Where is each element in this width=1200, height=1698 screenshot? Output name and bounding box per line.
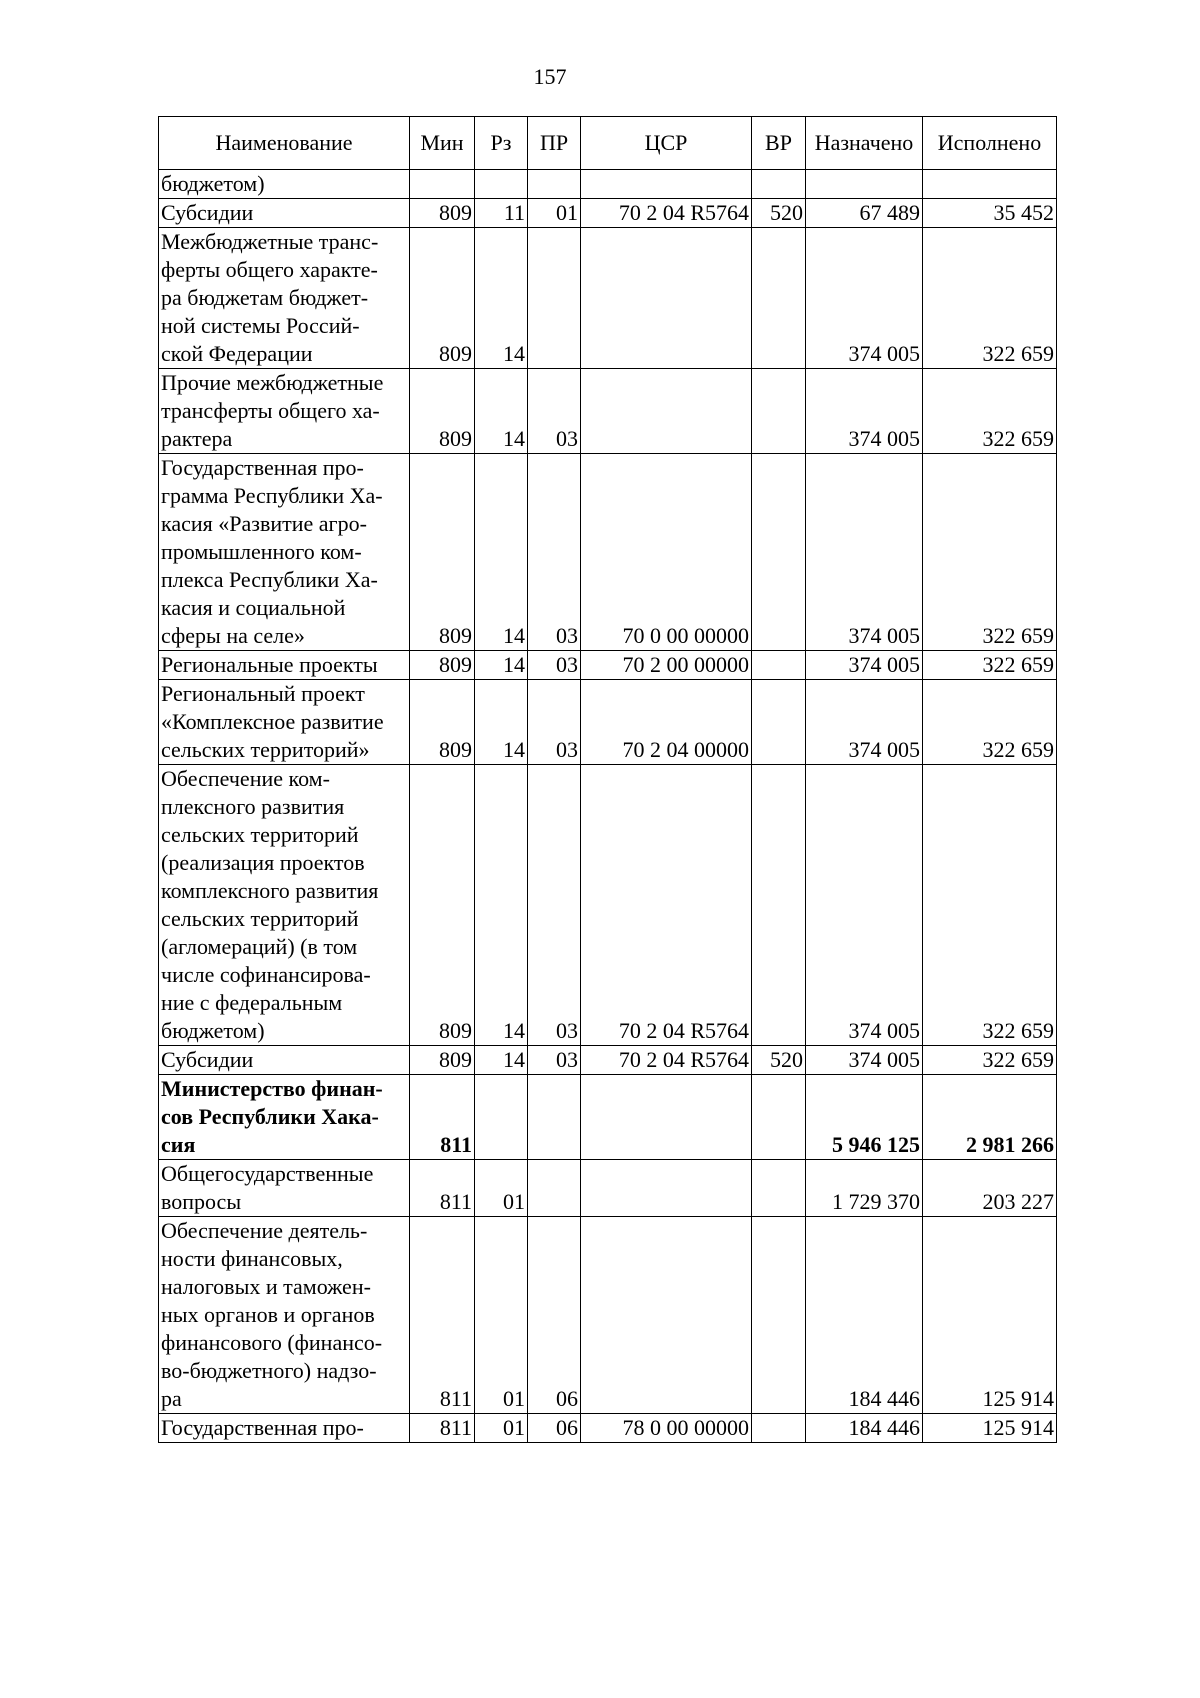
cell-name-line: сельских территорий	[161, 906, 359, 931]
cell-name-line: финансового (финансо-	[161, 1330, 383, 1355]
cell-rz: 14	[475, 651, 528, 680]
cell-name-line: сельских территорий	[161, 822, 359, 847]
cell-name-line: Обеспечение деятель-	[161, 1218, 368, 1243]
cell-min: 809	[410, 199, 475, 228]
cell-rz	[475, 170, 528, 199]
cell-name	[159, 228, 410, 369]
cell-csr: 78 0 00 00000	[581, 1414, 752, 1443]
cell-rz: 14	[475, 454, 528, 651]
cell-csr	[581, 228, 752, 369]
cell-vr	[752, 1217, 806, 1414]
cell-name-line: (реализация проектов	[161, 850, 365, 875]
cell-vr	[752, 369, 806, 454]
cell-executed: 322 659	[923, 454, 1057, 651]
cell-pr	[528, 1075, 581, 1160]
cell-name-line: вопросы	[161, 1189, 242, 1214]
table-row	[159, 1075, 1057, 1160]
cell-min: 809	[410, 651, 475, 680]
cell-rz: 01	[475, 1160, 528, 1217]
cell-name-line: Прочие межбюджетные	[161, 370, 384, 395]
cell-vr: 520	[752, 1046, 806, 1075]
cell-name-line: ных органов и органов	[161, 1302, 375, 1327]
table-row	[159, 199, 1057, 228]
cell-name	[159, 199, 410, 228]
cell-name	[159, 1217, 410, 1414]
cell-name-line: Государственная про-	[161, 1415, 364, 1440]
cell-executed: 125 914	[923, 1414, 1057, 1443]
cell-name	[159, 454, 410, 651]
cell-csr	[581, 369, 752, 454]
cell-pr: 06	[528, 1414, 581, 1443]
cell-name-line: Обеспечение ком-	[161, 766, 330, 791]
cell-name	[159, 765, 410, 1046]
cell-vr	[752, 228, 806, 369]
cell-min: 809	[410, 228, 475, 369]
cell-assigned: 1 729 370	[806, 1160, 923, 1217]
cell-csr: 70 0 00 00000	[581, 454, 752, 651]
cell-assigned: 5 946 125	[806, 1075, 923, 1160]
cell-vr	[752, 680, 806, 765]
cell-vr	[752, 170, 806, 199]
cell-name-line: ской Федерации	[161, 341, 313, 366]
cell-assigned: 374 005	[806, 228, 923, 369]
table-body	[159, 170, 1057, 1443]
cell-rz: 11	[475, 199, 528, 228]
cell-csr: 70 2 04 00000	[581, 680, 752, 765]
cell-pr: 03	[528, 454, 581, 651]
page-number: 157	[533, 64, 567, 89]
cell-min: 811	[410, 1160, 475, 1217]
cell-name	[159, 170, 410, 199]
cell-executed: 322 659	[923, 1046, 1057, 1075]
cell-rz: 14	[475, 369, 528, 454]
cell-pr: 03	[528, 1046, 581, 1075]
cell-csr: 70 2 04 R5764	[581, 765, 752, 1046]
cell-min: 811	[410, 1217, 475, 1414]
table-row	[159, 228, 1057, 369]
cell-name-line: бюджетом)	[161, 1018, 265, 1043]
header-name: Наименование	[159, 117, 410, 170]
cell-pr: 03	[528, 651, 581, 680]
cell-vr	[752, 1075, 806, 1160]
table-row	[159, 369, 1057, 454]
cell-name-line: сов Республики Хака-	[161, 1104, 379, 1129]
cell-vr	[752, 765, 806, 1046]
header-rz: Рз	[475, 117, 528, 170]
cell-name	[159, 369, 410, 454]
cell-assigned	[806, 170, 923, 199]
cell-rz: 01	[475, 1414, 528, 1443]
cell-assigned: 374 005	[806, 369, 923, 454]
cell-assigned: 374 005	[806, 1046, 923, 1075]
cell-executed: 322 659	[923, 228, 1057, 369]
cell-min: 809	[410, 680, 475, 765]
cell-csr	[581, 1160, 752, 1217]
cell-assigned: 374 005	[806, 454, 923, 651]
cell-name-line: «Комплексное развитие	[161, 709, 384, 734]
header-assigned: Назначено	[806, 117, 923, 170]
cell-executed: 2 981 266	[923, 1075, 1057, 1160]
cell-name-line: касия «Развитие агро-	[161, 511, 367, 536]
cell-name	[159, 1414, 410, 1443]
cell-pr	[528, 228, 581, 369]
cell-vr	[752, 651, 806, 680]
cell-name-line: Государственная про-	[161, 455, 364, 480]
header-csr: ЦСР	[581, 117, 752, 170]
cell-csr	[581, 1075, 752, 1160]
cell-name	[159, 1046, 410, 1075]
cell-name	[159, 680, 410, 765]
cell-name	[159, 1075, 410, 1160]
cell-executed: 322 659	[923, 765, 1057, 1046]
cell-name-line: Региональный проект	[161, 681, 365, 706]
cell-name-line: (агломераций) (в том	[161, 934, 358, 959]
table-row	[159, 1414, 1057, 1443]
cell-rz: 01	[475, 1217, 528, 1414]
header-min: Мин	[410, 117, 475, 170]
cell-name-line: сия	[161, 1132, 196, 1157]
header-executed: Исполнено	[923, 117, 1057, 170]
cell-name-line: ной системы Россий-	[161, 313, 360, 338]
cell-pr	[528, 1160, 581, 1217]
table-row	[159, 1160, 1057, 1217]
cell-assigned: 374 005	[806, 651, 923, 680]
cell-name-line: ра	[161, 1386, 182, 1411]
table-row	[159, 765, 1057, 1046]
cell-name-line: Министерство финан-	[161, 1076, 383, 1101]
cell-executed: 322 659	[923, 680, 1057, 765]
cell-assigned: 374 005	[806, 765, 923, 1046]
cell-assigned: 374 005	[806, 680, 923, 765]
table-row	[159, 1046, 1057, 1075]
cell-name-line: касия и социальной	[161, 595, 346, 620]
cell-executed	[923, 170, 1057, 199]
cell-name-line: ности финансовых,	[161, 1246, 343, 1271]
cell-name-line: сферы на селе»	[161, 623, 305, 648]
cell-csr: 70 2 04 R5764	[581, 1046, 752, 1075]
cell-name-line: ра бюджетам бюджет-	[161, 285, 369, 310]
header-vr: ВР	[752, 117, 806, 170]
cell-executed: 125 914	[923, 1217, 1057, 1414]
cell-pr: 03	[528, 680, 581, 765]
cell-name-line: Субсидии	[161, 200, 254, 225]
cell-pr: 01	[528, 199, 581, 228]
cell-name-line: Общегосударственные	[161, 1161, 374, 1186]
cell-name-line: налоговых и таможен-	[161, 1274, 371, 1299]
cell-executed: 322 659	[923, 369, 1057, 454]
cell-vr: 520	[752, 199, 806, 228]
cell-name-line: ние с федеральным	[161, 990, 343, 1015]
cell-min: 811	[410, 1414, 475, 1443]
cell-assigned: 67 489	[806, 199, 923, 228]
cell-assigned: 184 446	[806, 1217, 923, 1414]
header-pr: ПР	[528, 117, 581, 170]
cell-name-line: рактера	[161, 426, 233, 451]
cell-min: 809	[410, 765, 475, 1046]
cell-name-line: сельских территорий»	[161, 737, 370, 762]
cell-pr	[528, 170, 581, 199]
cell-rz: 14	[475, 228, 528, 369]
cell-executed: 35 452	[923, 199, 1057, 228]
cell-name-line: грамма Республики Ха-	[161, 483, 383, 508]
cell-name-line: числе софинансирова-	[161, 962, 371, 987]
cell-pr: 06	[528, 1217, 581, 1414]
cell-name-line: Субсидии	[161, 1047, 254, 1072]
table-header-row	[159, 117, 1057, 170]
cell-csr	[581, 1217, 752, 1414]
cell-rz	[475, 1075, 528, 1160]
cell-name	[159, 1160, 410, 1217]
cell-name-line: плекса Республики Ха-	[161, 567, 378, 592]
cell-name-line: трансферты общего ха-	[161, 398, 380, 423]
cell-rz: 14	[475, 680, 528, 765]
table-row	[159, 651, 1057, 680]
table-row	[159, 680, 1057, 765]
cell-csr	[581, 170, 752, 199]
table-row	[159, 1217, 1057, 1414]
cell-min: 809	[410, 454, 475, 651]
cell-pr: 03	[528, 765, 581, 1046]
cell-vr	[752, 1160, 806, 1217]
cell-vr	[752, 1414, 806, 1443]
cell-assigned: 184 446	[806, 1414, 923, 1443]
cell-rz: 14	[475, 1046, 528, 1075]
cell-name-line: промышленного ком-	[161, 539, 362, 564]
cell-csr: 70 2 00 00000	[581, 651, 752, 680]
table-row	[159, 454, 1057, 651]
cell-rz: 14	[475, 765, 528, 1046]
cell-csr: 70 2 04 R5764	[581, 199, 752, 228]
cell-name-line: ферты общего характе-	[161, 257, 378, 282]
cell-min: 809	[410, 369, 475, 454]
cell-name-line: Региональные проекты	[161, 652, 378, 677]
cell-pr: 03	[528, 369, 581, 454]
cell-name-line: плексного развития	[161, 794, 345, 819]
cell-executed: 322 659	[923, 651, 1057, 680]
cell-vr	[752, 454, 806, 651]
cell-min: 811	[410, 1075, 475, 1160]
cell-name	[159, 651, 410, 680]
cell-min: 809	[410, 1046, 475, 1075]
cell-executed: 203 227	[923, 1160, 1057, 1217]
table-row	[159, 170, 1057, 199]
cell-name-line: бюджетом)	[161, 171, 265, 196]
cell-name-line: комплексного развития	[161, 878, 379, 903]
budget-table	[158, 116, 1057, 1443]
cell-min	[410, 170, 475, 199]
cell-name-line: во-бюджетного) надзо-	[161, 1358, 377, 1383]
cell-name-line: Межбюджетные транс-	[161, 229, 379, 254]
